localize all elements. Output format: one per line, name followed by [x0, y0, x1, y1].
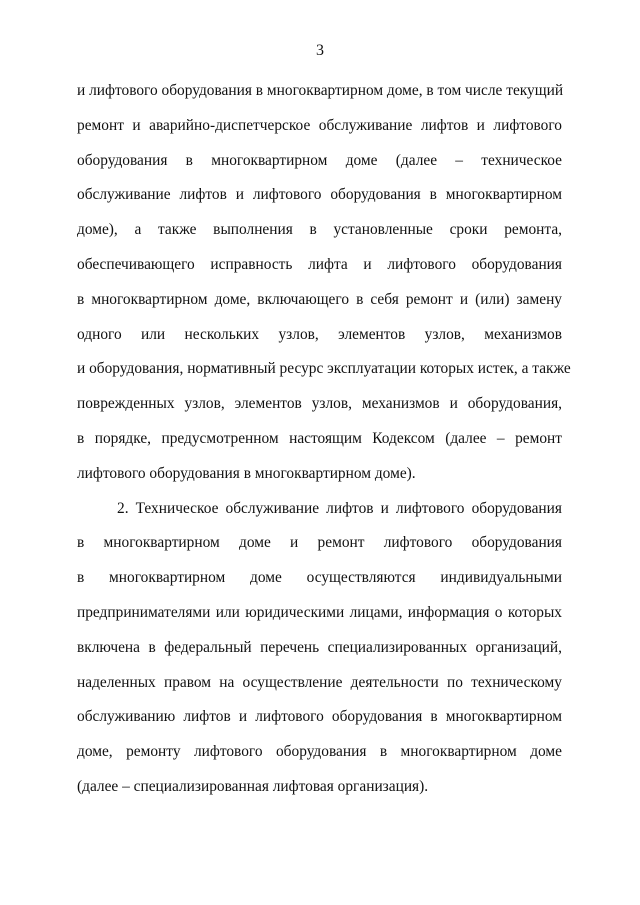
text-line: в многоквартирном доме осуществляются индивидуальными — [77, 569, 562, 587]
text-line: в многоквартирном доме, включающего в себя ремонт и (или) замену — [77, 290, 562, 308]
text-line: обслуживанию лифтов и лифтового оборудования в многоквартирном — [77, 708, 562, 726]
text-line: включена в федеральный перечень специализированных организаций, — [77, 638, 562, 656]
text-line: и лифтового оборудования в многоквартирном доме, в том числе текущий — [77, 82, 564, 99]
text-line: в многоквартирном доме и ремонт лифтового оборудования — [77, 534, 562, 552]
text-line: и оборудования, нормативный ресурс эксплуатации которых истек, а также — [77, 360, 571, 378]
text-line: доме, ремонту лифтового оборудования в многоквартирном доме — [77, 743, 562, 761]
text-line: доме), а также выполнения в установленные сроки ремонта, — [77, 221, 562, 239]
text-line: лифтового оборудования в многоквартирном доме). — [77, 464, 416, 482]
text-line: 2. Техническое обслуживание лифтов и лифтового оборудования — [117, 499, 562, 517]
text-line: обслуживание лифтов и лифтового оборудования в многоквартирном — [77, 186, 562, 204]
paragraph-1 — [77, 81, 571, 499]
page-number: 3 — [316, 42, 324, 59]
text-line: в порядке, предусмотренном настоящим Кодексом (далее – ремонт — [77, 429, 562, 447]
text-line: одного или нескольких узлов, элементов узлов, механизмов — [77, 325, 562, 343]
paragraph-2 — [77, 499, 562, 812]
text-line: (далее – специализированная лифтовая организация). — [77, 777, 429, 795]
text-line: поврежденных узлов, элементов узлов, механизмов и оборудования, — [77, 395, 562, 413]
text-line: предпринимателями или юридическими лицами, информация о которых — [77, 603, 562, 621]
text-line: наделенных правом на осуществление деятельности по техническому — [77, 673, 562, 691]
document-body — [77, 81, 571, 812]
text-line: обеспечивающего исправность лифта и лифтового оборудования — [77, 255, 562, 273]
text-line: оборудования в многоквартирном доме (далее – техническое — [77, 151, 562, 169]
text-line: ремонт и аварийно-диспетчерское обслуживание лифтов и лифтового — [77, 116, 562, 134]
